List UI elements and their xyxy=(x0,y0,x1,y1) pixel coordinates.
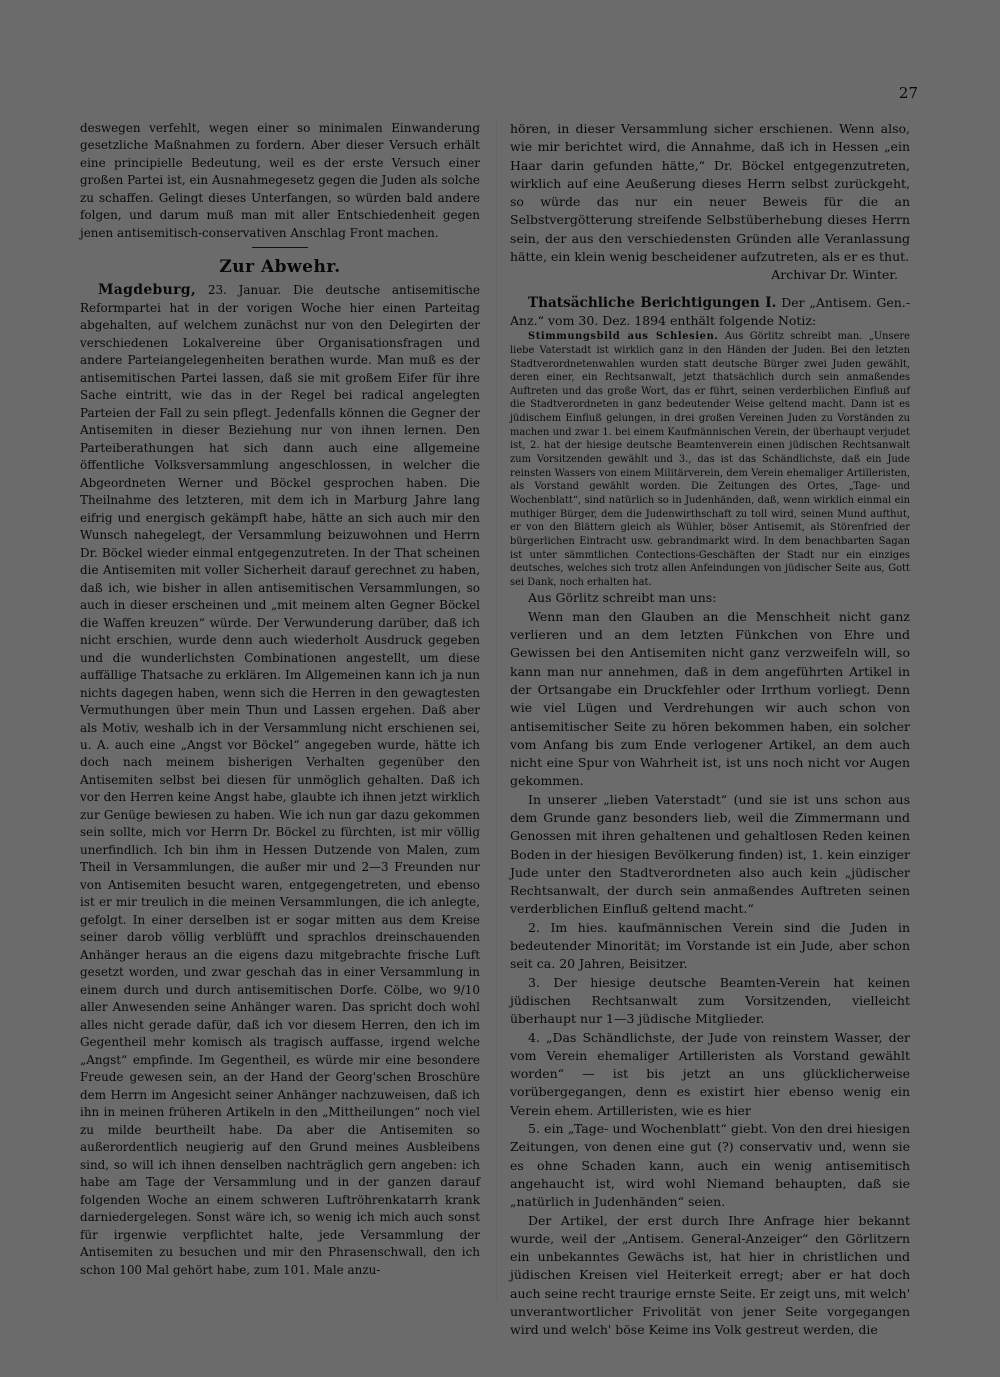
article-abwehr xyxy=(80,282,480,1279)
page-number: 27 xyxy=(898,84,918,102)
continued-paragraph: hören, in dieser Versammlung sicher erschienen. Wenn also, wie mir berichtet wird, die Annahme, daß ich in Hessen „ein Haar darin gefunden hätte,“ Dr. Böckel entgegenzutreten, wirklich auf eine Aeußerung dieses Herrn selbst zurückgeht, so würde das nur ein neuer Beweis für die an Selbstvergötterung streifende Selbstüberhebung dieses Herrn sein, der aus den verschiedensten Gründen alle Veranlassung hätte, ein klein wenig bescheidener aufzutreten, als er es thut. xyxy=(510,121,910,265)
reply-paragraph-3: Der Artikel, der erst durch Ihre Anfrage hier bekannt wurde, weil der „Antisem. General-Anzeiger“ den Görlitzern ein unbekanntes Gewächs ist, hat hier in christlichen und jüdischen Kreisen viel Heiterkeit erregt; aber er hat doch auch seine recht traurige ernste Seite. Er zeigt uns, mit welch' unverantwortlicher Frivolität von jener Seite vorgegangen wird und welch' böse Keime ins Volk gestreut werden, die xyxy=(510,1212,910,1338)
reply-paragraph-2: In unserer „lieben Vaterstadt“ (und sie ist uns schon aus dem Grunde ganz besonders lieb, weil die Zimmermann und Genossen mit ihren gehaltenen und gehaltlosen Reden keinen Boden in der hiesigen Bevölkerung finden) ist, 1. kein einziger Jude unter den Stadtverordneten also auch kein „jüdischer Rechtsanwalt, der durch sein anmaßendes Auftreten seinen verderblichen Einfluß geltend macht.“ xyxy=(510,791,910,917)
dateline-place: Magdeburg, xyxy=(98,282,197,299)
berichtigungen-lead: Der „Antisem. Gen.-Anz.“ vom 30. Dez. 1894 enthält folgende Notiz: xyxy=(510,294,911,328)
quote-text: Aus Görlitz schreibt man. „Unsere liebe Vaterstadt ist wirklich ganz in den Händen der Juden. Bei den letzten Stadtverordnetenwahlen wurden statt deutsche Bürger zwei Juden gewählt, deren einer, ein Rechtsanwalt, jetzt thatsächlich durch sein anmaßendes Auftreten und das große Wort, das er führt, seinen verderblichen Einfluß auf die Stadtverordneten in ganz bedeutender Weise geltend macht. Dann ist es jüdischem Einfluß gelungen, in drei großen Vereinen Juden zu Vorständen zu machen und zwar 1. bei einem Kaufmännischen Verein, der überhaupt verjudet ist, 2. hat der hiesige deutsche Beamtenverein einen jüdischen Rechtsanwalt zum Vorsitzenden gewählt und 3., das ist das Schändlichste, daß ein Jude reinsten Wassers von einem Militärverein, dem Verein ehemaliger Artilleristen, als Vorstand gewählt worden. Die Zeitungen des Ortes, „Tage- und Wochenblatt“, sind natürlich so in Judenhänden, daß, wenn wirklich einmal ein muthiger Bürger, dem die Judenwirthschaft zu toll wird, seinen Mund aufthut, er von den Blättern gleich als Wühler, böser Antisemit, als Störenfried der bürgerlichen Eintracht usw. gebrandmarkt wird. In dem benachbarten Sagan ist unter sämmtlichen Contections-Geschäften der Stadt nur ein einziges deutsches, welches sich trotz allen Anfeindungen von jüdischer Seite aus, Gott sei Dank, noch erhalten hat. xyxy=(510,331,910,588)
separator-rule xyxy=(252,247,308,248)
article-body: Die deutsche antisemitische Reformpartei hat in der vorigen Woche hier einen Parteitag abgehalten, auf welchem zunächst nur von den Delegirten der verschiedenen Lokalvereine über Organisationsfragen und andere Parteiangelegenheiten berathen wurde. Man muß es der antisemitischen Partei lassen, daß sie mit großem Eifer für ihre Sache eintritt, wie das in der Regel bei radical angelegten Parteien der Fall zu sein pflegt. Jedenfalls können die Gegner der Antisemiten in dieser Beziehung nur von ihnen lernen. Den Parteiberathungen hat sich dann auch eine allgemeine öffentliche Volksversammlung angeschlossen, in welcher die Abgeordneten Werner und Böckel gesprochen haben. Die Theilnahme des letzteren, mit dem ich in Marburg Jahre lang eifrig und energisch gekämpft habe, hätte an sich auch mir den Wunsch nahegelegt, der Versammlung beizuwohnen und Herrn Dr. Böckel wieder einmal entgegenzutreten. In der That scheinen die Antisemiten mit voller Sicherheit darauf gerechnet zu haben, daß ich, wie bisher in allen antisemitischen Versammlungen, so auch in dieser erscheinen und „mit meinem alten Gegner Böckel die Waffen kreuzen“ würde. Der Verwunderung darüber, daß ich nicht erschien, wurde denn auch wiederholt Ausdruck gegeben und die wunderlichsten Combinationen angestellt, um diese auffällige Thatsache zu erklären. Im Allgemeinen kann ich ja nun nichts dagegen haben, wenn sich die Herren in den gewagtesten Vermuthungen über mein Thun und Lassen ergehen. Daß aber als Motiv, weshalb ich in der Versammlung nicht erschienen sei, u. A. auch eine „Angst vor Böckel“ angegeben wurde, hätte ich doch nach meinem bisherigen Verhalten gegenüber den Antisemiten selbst bei diesen für unmöglich gehalten. Daß ich vor den Herren keine Angst habe, glaubte ich ihnen jetzt wirklich zur Genüge bewiesen zu haben. Wie ich nun gar dazu gekommen sein sollte, mich vor Herrn Dr. Böckel zu fürchten, ist mir völlig unerfindlich. Ich bin ihm in Hessen Dutzende von Malen, zum Theil in Versammlungen, die außer mir und 2—3 Freunden nur von Antisemiten besucht waren, entgegengetreten, und ebenso ist er mir treulich in die meinen Versammlungen, die ich anlegte, gefolgt. In einer derselben ist er sogar mitten aus dem Kreise seiner darob völlig verblüfft und sprachlos dreinschauenden Anhänger heraus an die eigens dazu mitgebrachte frische Luft gesetzt worden, und zwar geschah das in einer Versammlung in einem durch und durch antisemitischen Dorfe. Cölbe, wo 9/10 aller Anwesenden seine Anhänger waren. Das spricht doch wohl alles nicht gerade dafür, daß ich vor diesem Herren, den ich im Gegentheil mehr komisch als tragisch auffasse, irgend welche „Angst“ empfinde. Im Gegentheil, es würde mir eine besondere Freude gewesen sein, an der Hand der Georg'schen Broschüre dem Herrn im Angesicht seiner Anhänger nachzuweisen, daß ich ihn in meinen früheren Artikeln in den „Mittheilungen“ noch viel zu milde beurtheilt habe. Da aber die Antisemiten so außerordentlich neugierig auf den Grund meines Ausbleibens sind, so will ich ihnen denselben nachträglich gern angeben: ich habe am Tage der Versammlung und in der ganzen darauf folgenden Woche an einem schweren Luftröhrenkatarrh krank darniedergelegen. Sonst wäre ich, so wenig ich mich auch sonst für irgenwie verpflichtet halte, jede Versammlung der Antisemiten zu besuchen und mir den Phrasenschwall, den ich schon 100 Mal gehört habe, zum 101. Male anzu- xyxy=(80,283,480,1277)
reply-point-5: 5. ein „Tage- und Wochenblatt“ giebt. Von den drei hiesigen Zeitungen, von denen eine gut (?) conservativ und, wenn sie es ohne Schaden kann, auch ein wenig antisemitisch angehaucht ist, wird wohl Niemand behaupten, daß sie „natürlich in Judenhänden“ seien. xyxy=(510,1121,910,1210)
quote-heading: Stimmungsbild aus Schlesien. xyxy=(528,331,719,343)
signature: Archivar Dr. Winter. xyxy=(771,267,898,283)
reply-point-3: 3. Der hiesige deutsche Beamten-Verein hat keinen jüdischen Rechtsanwalt zum Vorsitzenden, vielleicht überhaupt nur 1—3 jüdische Mitglieder. xyxy=(510,974,910,1027)
berichtigungen-intro xyxy=(510,294,910,331)
section-heading-berichtigungen: Thatsächliche Berichtigungen I. xyxy=(528,294,777,311)
intro-paragraph: deswegen verfehlt, wegen einer so minimalen Einwanderung gesetzliche Maßnahmen zu fordern. Aber dieser Versuch erhält eine principielle Bedeutung, weil es der erste Versuch einer großen Partei ist, ein Ausnahmegesetz gegen die Juden als solche zu schaffen. Gelingt dieses Unterfangen, so würden bald andere folgen, und darum muß man mit aller Entschiedenheit gegen jenen antisemitisch-conservativen Anschlag Front machen. xyxy=(80,121,480,240)
reply-point-2: 2. Im hies. kaufmännischen Verein sind die Juden in bedeutender Minorität; im Vorstande ist ein Jude, aber schon seit ca. 20 Jahren, Beisitzer. xyxy=(510,919,910,972)
spacer xyxy=(510,285,910,294)
column-divider xyxy=(496,120,497,1300)
reply-point-4: 4. „Das Schändlichste, der Jude von reinstem Wasser, der vom Verein ehemaliger Artilleristen als Vorstand gewählt worden“ — ist bis jetzt an uns glücklicherweise vorübergegangen, denn es existirt hier ebenso wenig ein Verein ehem. Artilleristen, wie es hier xyxy=(510,1029,910,1118)
goerlitz-intro: Aus Görlitz schreibt man uns: xyxy=(528,590,717,606)
quoted-notice xyxy=(510,330,910,589)
reply-paragraph-1: Wenn man den Glauben an die Menschheit nicht ganz verlieren und an dem letzten Fünkchen von Ehre und Gewissen bei den Antisemiten nicht ganz verzweifeln will, so kann man nur annehmen, daß in dem angeführten Artikel in der Ortsangabe ein Druckfehler oder Irrthum vorliegt. Denn wie viel Lügen und Verdrehungen wir auch schon von antisemitischer Seite zu hören bekommen haben, ein solcher vom Anfang bis zum Ende verlogener Artikel, an dem auch nicht eine Spur von Wahrheit ist, ist uns noch nicht vor Augen gekommen. xyxy=(510,608,910,789)
left-column xyxy=(80,120,480,1279)
right-column xyxy=(510,120,910,1340)
section-heading-abwehr: Zur Abwehr. xyxy=(219,257,341,278)
dateline-date: 23. Januar. xyxy=(207,283,282,298)
